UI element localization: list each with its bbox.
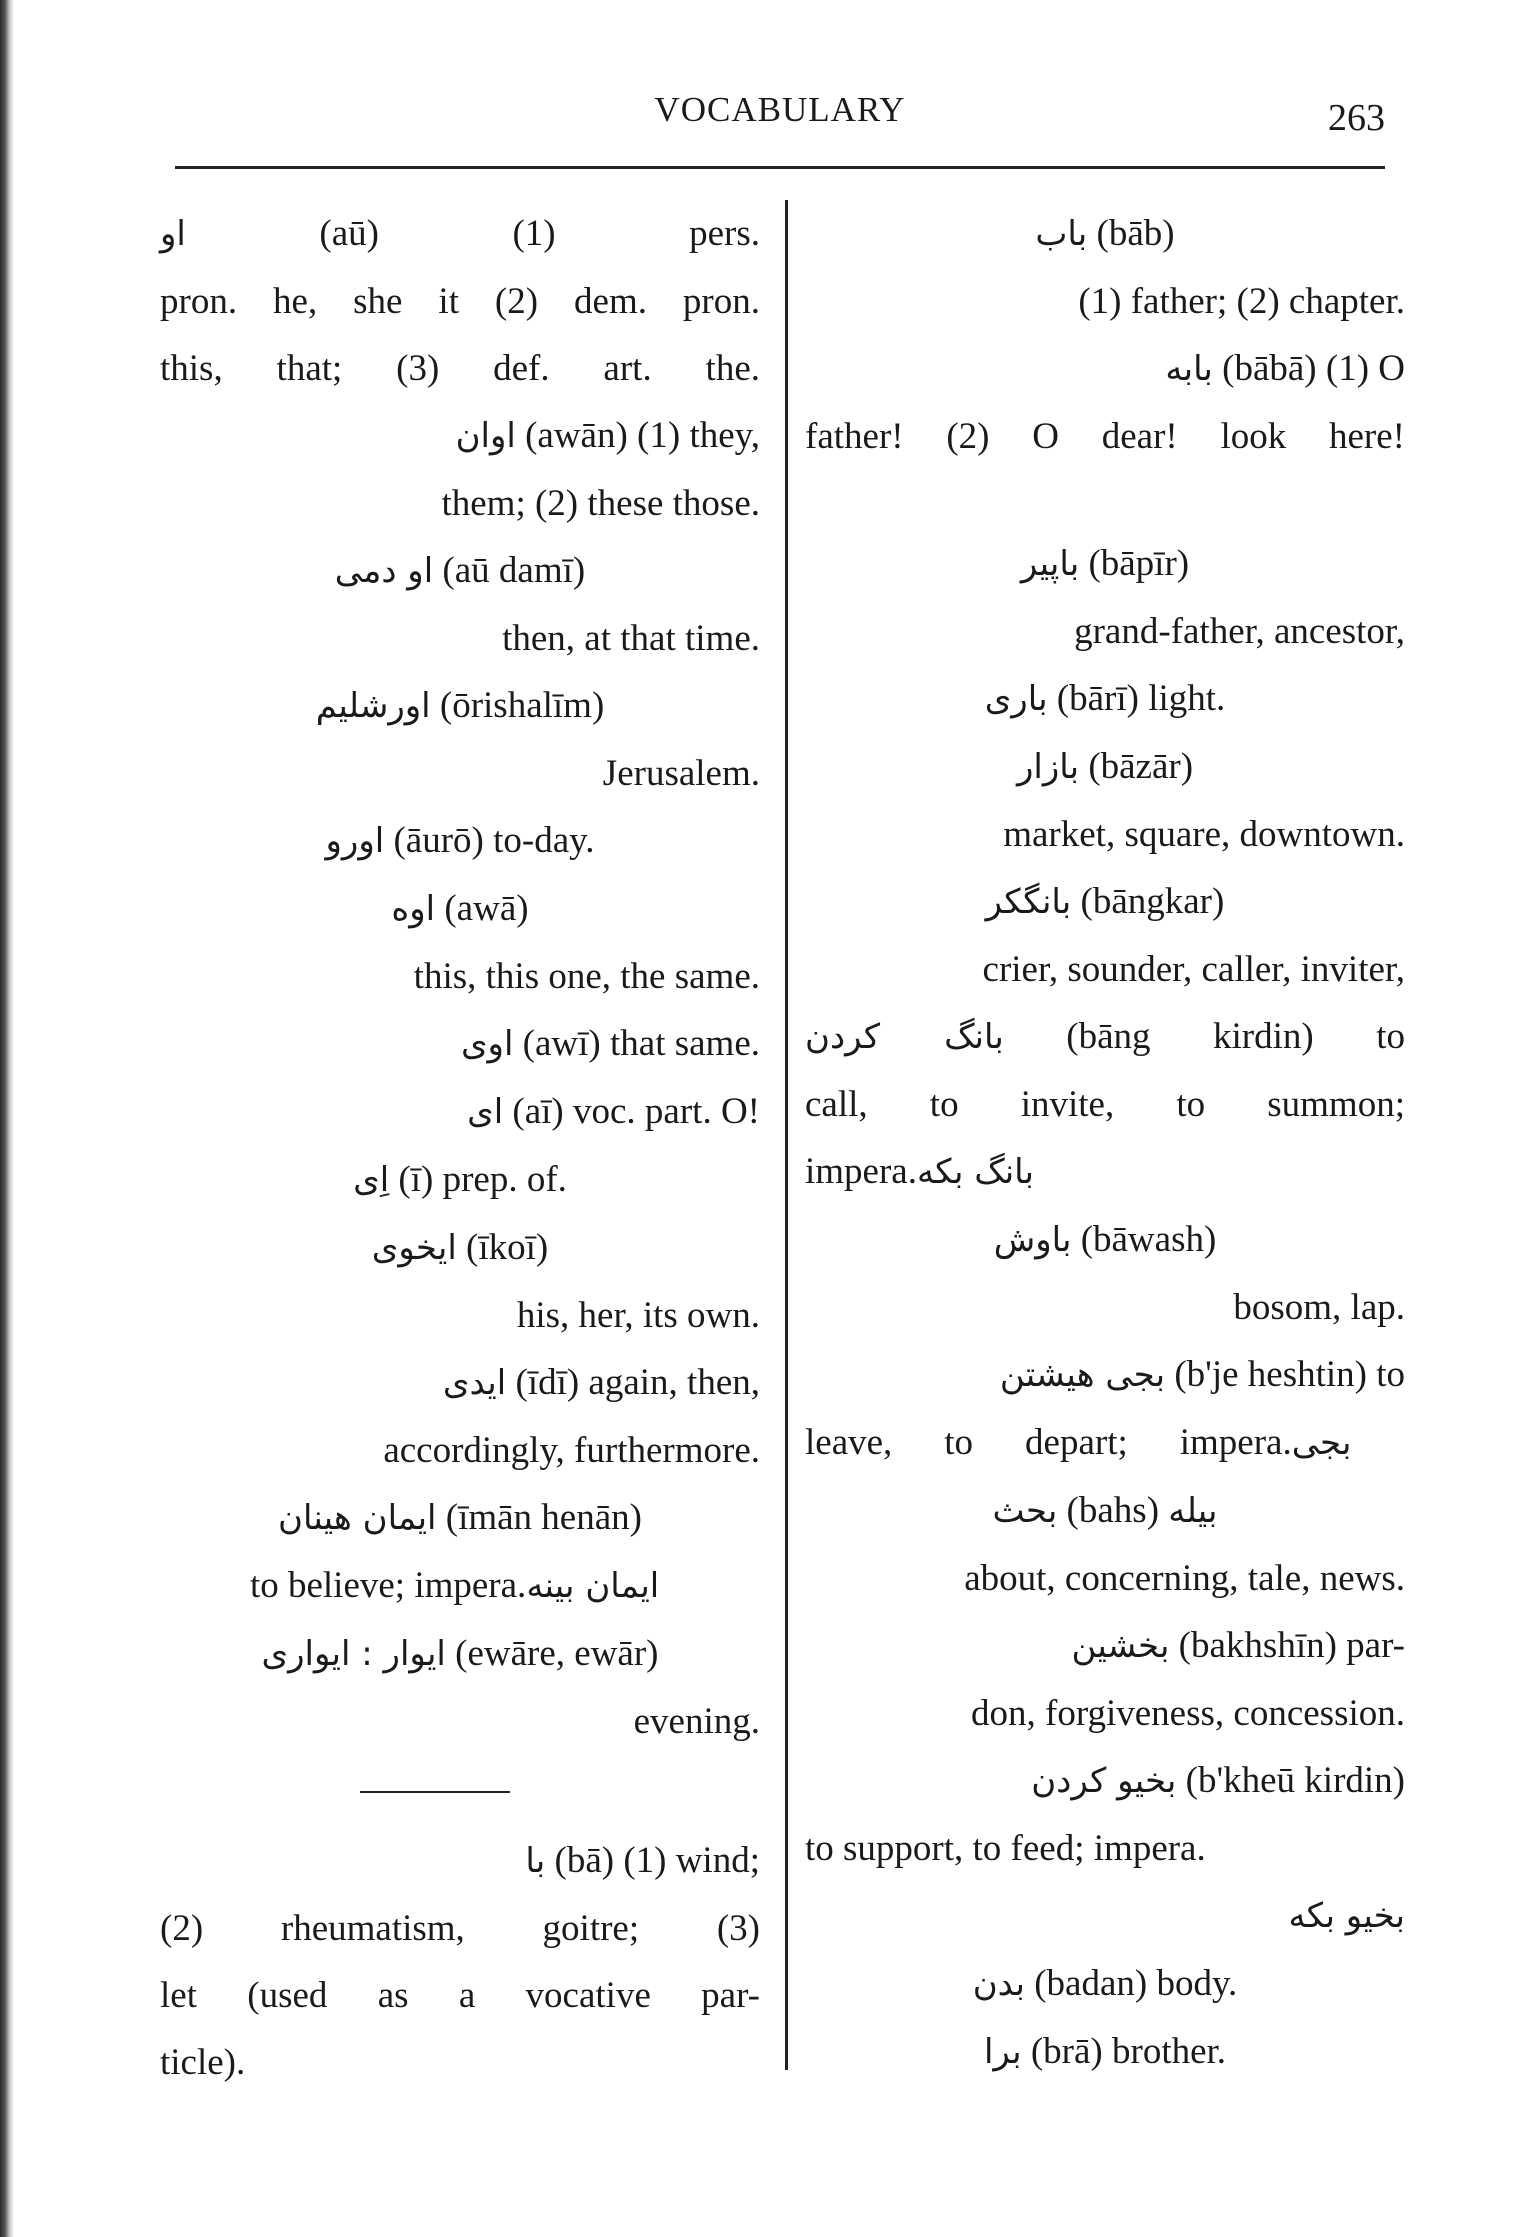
entry-text: leave, to depart; impera. xyxy=(805,1422,1292,1463)
vocabulary-entry xyxy=(160,1349,760,1484)
entry-text: to believe; impera. xyxy=(249,1565,527,1606)
entry-text: (bāb) xyxy=(1087,213,1175,254)
entry-text: crier, sounder, caller, inviter, xyxy=(982,949,1405,990)
entry-text: let (used as a vocative par- xyxy=(160,1975,760,2016)
column-divider xyxy=(785,200,788,2070)
entry-text: (bāzār) xyxy=(1079,746,1194,787)
entry-line xyxy=(160,402,760,470)
entry-line xyxy=(160,1417,760,1484)
entry-text: (īmān henān) xyxy=(436,1497,642,1538)
entry-text: (awān) (1) they, xyxy=(515,415,760,456)
entry-text: (bahs) xyxy=(1057,1490,1160,1531)
vocabulary-entry xyxy=(805,335,1405,470)
entry-text: his, her, its own. xyxy=(516,1295,760,1336)
entry-text: evening. xyxy=(633,1701,760,1742)
entry-line xyxy=(805,936,1405,1003)
entry-line xyxy=(160,1620,760,1688)
entry-text: (bāng kirdin) to xyxy=(1003,1016,1405,1057)
vocabulary-entry xyxy=(160,672,760,807)
vocabulary-entry xyxy=(805,1747,1405,1950)
entry-text: (1) father; (2) chapter. xyxy=(1078,281,1405,322)
entry-text: accordingly, furthermore. xyxy=(383,1430,760,1471)
vocabulary-entry xyxy=(160,1078,760,1146)
entry-text: don, forgiveness, concession. xyxy=(971,1693,1405,1734)
entry-line xyxy=(805,530,1405,598)
headword-arabic: بانگکر xyxy=(985,882,1072,922)
vocabulary-entry xyxy=(160,807,760,875)
entry-line xyxy=(160,943,760,1010)
entry-text: (aū) (1) pers. xyxy=(185,213,760,254)
entry-text: grand-father, ancestor, xyxy=(1074,611,1405,652)
entry-line xyxy=(160,875,760,943)
entry-text: (2) rheumatism, goitre; (3) xyxy=(160,1908,760,1949)
vocabulary-entry xyxy=(805,1003,1405,1206)
entry-line xyxy=(160,605,760,672)
scan-edge xyxy=(0,0,14,2237)
entry-line xyxy=(160,1962,760,2029)
headword-arabic: بدن xyxy=(972,1964,1025,2004)
entry-line xyxy=(160,1146,760,1214)
vocabulary-entry xyxy=(160,1827,760,2096)
headword-arabic: برا xyxy=(983,2032,1022,2072)
headword-arabic: با xyxy=(525,1841,546,1881)
entry-text: (āurō) to-day. xyxy=(384,820,595,861)
vocabulary-entry xyxy=(160,1146,760,1214)
vocabulary-entry xyxy=(805,530,1405,665)
vocabulary-entry xyxy=(805,1206,1405,1341)
entry-text: (aū damī) xyxy=(433,550,586,591)
entry-text: to support, to feed; impera. xyxy=(805,1828,1206,1869)
entry-text: (bā) (1) wind; xyxy=(545,1840,760,1881)
headword-arabic: اوان xyxy=(455,416,516,456)
spacer xyxy=(805,470,1405,530)
entry-line xyxy=(805,200,1405,268)
entry-text: Jerusalem. xyxy=(602,753,760,794)
headword-arabic: ایمان هینان xyxy=(278,1498,437,1538)
entry-text: (bārī) light. xyxy=(1047,678,1226,719)
headword-arabic: اورشلیم xyxy=(315,686,431,726)
entry-text: (īkoī) xyxy=(456,1227,549,1268)
entry-line xyxy=(805,1138,1405,1206)
headword-arabic: بخیو کردن xyxy=(1031,1761,1177,1801)
headword-arabic: باوش xyxy=(993,1220,1072,1260)
entry-line xyxy=(160,1827,760,1895)
entry-text: impera. xyxy=(805,1151,917,1192)
entry-line xyxy=(160,1484,760,1552)
entry-text: ticle). xyxy=(160,2042,246,2083)
entry-text: (awī) that same. xyxy=(513,1023,760,1064)
right-column xyxy=(805,200,1405,2086)
entry-line xyxy=(160,1552,760,1620)
entry-line xyxy=(805,1545,1405,1612)
entry-line xyxy=(805,1882,1405,1950)
headword-arabic: بازار xyxy=(1016,747,1080,787)
entry-text: bosom, lap. xyxy=(1233,1287,1405,1328)
headword-arabic: ایدی xyxy=(442,1363,507,1403)
headword-arabic: اورو xyxy=(325,821,385,861)
vocabulary-entry xyxy=(160,1484,760,1620)
headword-arabic: بخیو بکه xyxy=(1288,1896,1405,1936)
headword-arabic: اِی xyxy=(353,1160,390,1200)
vocabulary-entry xyxy=(160,402,760,537)
arabic-form: بانگ بکه xyxy=(916,1152,1045,1192)
page-number: 263 xyxy=(1328,97,1385,139)
entry-line xyxy=(160,740,760,807)
section-divider xyxy=(360,1791,510,1793)
entry-text: father! (2) O dear! look here! xyxy=(805,416,1405,457)
entry-text: then, at that time. xyxy=(502,618,760,659)
headword-arabic: اوه xyxy=(391,889,436,929)
headword-arabic: بابه xyxy=(1165,349,1213,389)
vocabulary-entry xyxy=(805,665,1405,733)
entry-line xyxy=(805,1612,1405,1680)
headword-arabic: بخشین xyxy=(1071,1626,1170,1666)
vocabulary-entry xyxy=(805,1477,1405,1612)
entry-line xyxy=(160,1010,760,1078)
vocabulary-entry xyxy=(805,1341,1405,1477)
entry-text: (bābā) (1) O xyxy=(1212,348,1405,389)
entry-line xyxy=(160,268,760,335)
entry-text: (aī) voc. part. O! xyxy=(503,1091,760,1132)
vocabulary-entry xyxy=(160,1620,760,1755)
entry-line xyxy=(805,1815,1405,1882)
entry-text: market, square, downtown. xyxy=(1003,814,1405,855)
arabic-form: بجی xyxy=(1291,1423,1406,1463)
entry-line xyxy=(160,807,760,875)
entry-line xyxy=(805,1409,1405,1477)
headword-arabic: او دمی xyxy=(334,551,434,591)
entry-text: about, concerning, tale, news. xyxy=(964,1558,1405,1599)
vocabulary-entry xyxy=(160,537,760,672)
entry-text: call, to invite, to summon; xyxy=(805,1084,1405,1125)
entry-text: (b'je heshtin) to xyxy=(1165,1354,1405,1395)
headword-arabic: ای xyxy=(467,1092,504,1132)
entry-text: this, that; (3) def. art. the. xyxy=(160,348,760,389)
entry-line xyxy=(160,1078,760,1146)
entry-text: this, this one, the same. xyxy=(413,956,760,997)
entry-text: (ewāre, ewār) xyxy=(445,1633,659,1674)
headword-arabic: بحث xyxy=(992,1491,1058,1531)
headword-arabic: ایخوی xyxy=(371,1228,457,1268)
arabic-form: بیله xyxy=(1168,1491,1218,1531)
headword-arabic: اوی xyxy=(460,1024,514,1064)
vocabulary-entry xyxy=(160,875,760,1010)
entry-line xyxy=(805,801,1405,868)
entry-text: (īdī) again, then, xyxy=(506,1362,760,1403)
headword-arabic: باری xyxy=(984,679,1048,719)
vocabulary-entry xyxy=(160,200,760,402)
running-head: VOCABULARY xyxy=(654,90,906,129)
vocabulary-entry xyxy=(160,1010,760,1078)
vocabulary-entry xyxy=(805,733,1405,868)
entry-text: (bāwash) xyxy=(1071,1219,1217,1260)
page-header xyxy=(175,90,1385,160)
entry-line xyxy=(805,1274,1405,1341)
entry-line xyxy=(805,1071,1405,1138)
vocabulary-entry xyxy=(805,1950,1405,2018)
entry-text: (ōrishalīm) xyxy=(430,685,605,726)
entry-line xyxy=(805,1003,1405,1071)
entry-line xyxy=(805,403,1405,470)
headword-arabic: بجی هیشتن xyxy=(999,1355,1166,1395)
entry-text: (b'kheū kirdin) xyxy=(1176,1760,1405,1801)
entry-line xyxy=(160,1895,760,1962)
entry-text: (bakhshīn) par- xyxy=(1169,1625,1405,1666)
entry-line xyxy=(805,1477,1405,1545)
headword-arabic: ایوار : ایواری xyxy=(261,1634,446,1674)
entry-line xyxy=(805,1206,1405,1274)
arabic-form: ایمان بینه xyxy=(526,1566,671,1606)
headword-arabic: بانگ کردن xyxy=(805,1017,1004,1057)
entry-line xyxy=(805,268,1405,335)
entry-line xyxy=(160,1214,760,1282)
vocabulary-entry xyxy=(805,2018,1405,2086)
entry-text: them; (2) these those. xyxy=(441,483,760,524)
entry-line xyxy=(160,470,760,537)
vocabulary-entry xyxy=(160,1214,760,1349)
entry-line xyxy=(805,665,1405,733)
headword-arabic: او xyxy=(160,214,186,254)
entry-text: (bāpīr) xyxy=(1079,543,1190,584)
vocabulary-entry xyxy=(805,200,1405,335)
entry-line xyxy=(160,200,760,268)
entry-line xyxy=(805,1747,1405,1815)
header-rule xyxy=(175,166,1385,169)
entry-line xyxy=(805,1950,1405,2018)
entry-line xyxy=(805,335,1405,403)
entry-line xyxy=(160,1349,760,1417)
entry-text: (awā) xyxy=(435,888,529,929)
entry-text: (bāngkar) xyxy=(1071,881,1225,922)
entry-line xyxy=(160,2029,760,2096)
entry-line xyxy=(160,672,760,740)
vocabulary-entry xyxy=(805,1612,1405,1747)
entry-line xyxy=(805,1341,1405,1409)
left-column xyxy=(160,200,760,2096)
entry-line xyxy=(160,335,760,402)
entry-line xyxy=(160,537,760,605)
entry-line xyxy=(160,1282,760,1349)
entry-line xyxy=(805,868,1405,936)
entry-line xyxy=(805,598,1405,665)
entry-text: (brā) brother. xyxy=(1021,2031,1227,2072)
entry-text: (ī) prep. of. xyxy=(389,1159,567,1200)
vocabulary-entry xyxy=(805,868,1405,1003)
entry-text: pron. he, she it (2) dem. pron. xyxy=(160,281,760,322)
entry-line xyxy=(805,733,1405,801)
headword-arabic: باپیر xyxy=(1020,544,1080,584)
headword-arabic: باب xyxy=(1035,214,1088,254)
entry-text: (badan) body. xyxy=(1024,1963,1238,2004)
spacer-text xyxy=(1159,1490,1168,1531)
entry-line xyxy=(805,2018,1405,2086)
entry-line xyxy=(160,1688,760,1755)
entry-line xyxy=(805,1680,1405,1747)
